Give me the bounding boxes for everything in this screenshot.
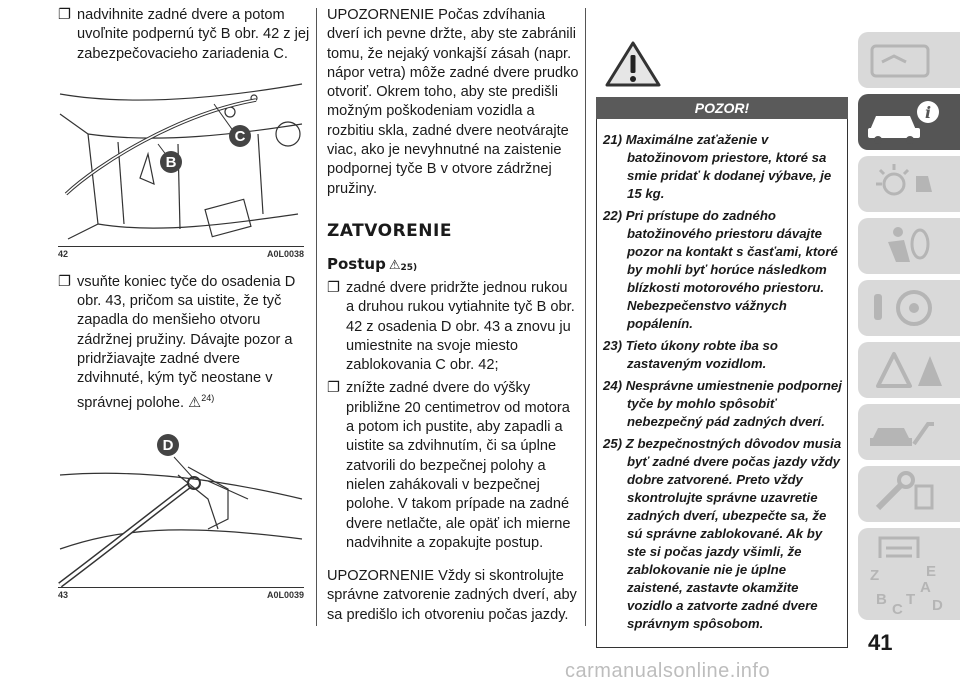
trunk-illustration <box>58 74 304 246</box>
watermark: carmanualsonline.info <box>565 660 771 682</box>
bullet-text: znížte zadné dvere do výšky približne 20 centimetrov od motora a potom ich pustite, aby zapadli a uistite sa zdvihnutím, či sa úplne zatvorili do bezpečnej polohy a nielen zahákovali v bezpečnej polohe. V takom prípade na zadné dvere netlačte, ale opäť ich mierne nadvihnite a zopakujte postup. <box>346 380 571 551</box>
warning-header: POZOR! <box>596 97 848 119</box>
bullet-insert-rod <box>58 273 310 413</box>
bullet-pull-rod <box>327 279 579 375</box>
tab-car-info[interactable] <box>858 94 960 150</box>
index-letter: Z <box>870 567 880 584</box>
index-letter: C <box>892 601 903 618</box>
tab-warning-lights[interactable] <box>858 342 960 398</box>
tab-emergency[interactable] <box>858 404 960 460</box>
warning-triangle-icon: ⚠ <box>188 394 202 411</box>
bullet-box-icon: ❐ <box>58 7 72 23</box>
key-steering-icon <box>858 280 960 336</box>
warning-light-icon <box>858 342 960 398</box>
warning-ref: 25) <box>400 262 418 273</box>
warning-note-closing: UPOZORNENIE Vždy si skontrolujte správne zatvorenie zadných dverí, aby sa predišlo ich otvoreniu počas jazdy. <box>327 568 577 623</box>
tab-lights[interactable] <box>858 156 960 212</box>
figure-42 <box>58 74 304 247</box>
heading-postup <box>327 255 579 273</box>
warning-triangle-large-icon <box>596 40 848 93</box>
tow-car-icon <box>858 404 960 460</box>
tab-index[interactable] <box>858 558 960 620</box>
figure-code: A0L0038 <box>266 248 304 259</box>
airbag-icon <box>858 218 960 274</box>
warning-item: 25) Z bezpečnostných dôvodov musia byť zadné dvere počas jazdy vždy dobre zatvorené. Preto vždy skontrolujte správne uzavretie zadných dverí, ubezpečte sa, že sú správne zablokované. Ak by ste si počas jazdy všimli, že zablokovanie nie je úplne zaistené, zastavte okamžite vozidlo a zatvorte zadné dvere správnym spôsobom. <box>603 436 842 631</box>
label-d: D <box>162 436 174 454</box>
heading-zatvorenie: ZATVORENIE <box>327 220 452 241</box>
column-divider <box>316 8 317 626</box>
index-letter: T <box>906 591 916 608</box>
bullet-box-icon: ❐ <box>327 380 341 397</box>
index-letter: E <box>926 563 937 580</box>
column-1 <box>58 0 310 600</box>
index-abc-icon <box>858 558 960 620</box>
bullet-box-icon: ❐ <box>327 279 341 296</box>
index-letter: B <box>876 591 887 608</box>
rod-mount-illustration <box>58 429 304 587</box>
heading-text: Postup <box>327 254 386 273</box>
wrench-icon <box>858 466 960 522</box>
tab-dashboard[interactable] <box>858 32 960 88</box>
tab-key-steering[interactable] <box>858 280 960 336</box>
warning-note-opening: UPOZORNENIE Počas zdvíhania dverí ich pevne držte, aby ste zabránili tomu, že nejaký vonkajší zásah (napr. nápor vetra) môže zadné dvere prudko otvoriť. Okrem toho, aby ste predišli možným poškodeniam vozidla a rozbitiu skla, zadné dvere neotvárajte viac, ako je nevyhnutné na zaistenie podpornej tyče B v otvore zádržnej pružiny. <box>327 7 579 197</box>
bullet-lower-door <box>327 379 579 553</box>
light-icon <box>858 156 960 212</box>
figure-42-caption <box>58 249 304 259</box>
svg-text:i: i <box>924 103 932 122</box>
warning-item: 23) Tieto úkony robte iba so zastaveným vozidlom. <box>603 338 778 371</box>
bullet-text: vsuňte koniec tyče do osadenia D obr. 43, pričom sa uistite, že tyč zapadla do menšieho otvoru zádržnej pružiny. Dávajte pozor a pridržiavajte zadné dvere zdvihnuté, kým tyč neostane v správnej polohe. <box>77 273 296 411</box>
figure-43 <box>58 429 304 588</box>
column-2 <box>327 0 579 625</box>
warning-triangle-icon: ⚠ <box>388 257 401 273</box>
tab-maintenance[interactable] <box>858 466 960 522</box>
figure-number: 42 <box>58 248 69 259</box>
warning-ref: 24) <box>201 392 215 403</box>
warning-box <box>596 119 848 648</box>
bullet-text: nadvihnite zadné dvere a potom uvoľnite podpernú tyč B obr. 42 z jej zabezpečovacieho zariadenia C. <box>77 7 310 62</box>
column-3 <box>596 0 848 648</box>
index-letter: D <box>932 597 943 614</box>
figure-43-caption <box>58 590 304 600</box>
figure-code: A0L0039 <box>266 589 304 600</box>
label-c: C <box>234 127 246 145</box>
warning-item: 24) Nesprávne umiestnenie podpornej tyče by mohlo spôsobiť nebezpečný pád zadných dverí. <box>603 378 842 429</box>
bullet-lift-door <box>58 6 310 64</box>
figure-number: 43 <box>58 589 69 600</box>
index-letter: A <box>920 579 931 596</box>
warning-item: 22) Pri prístupe do zadného batožinového priestoru dávajte pozor na kontakt s časťami, ktoré by mohli byť horúce následkom blízkosti motorového priestoru. Nebezpečenstvo vážnych popálenín. <box>603 208 838 331</box>
column-divider <box>585 8 586 626</box>
car-dashboard-icon <box>858 32 960 88</box>
warning-item: 21) Maximálne zaťaženie v batožinovom priestore, ktoré sa smie pridať k dodanej výbave, je 15 kg. <box>603 132 832 201</box>
bullet-text: zadné dvere pridržte jednou rukou a druhou rukou vytiahnite tyč B obr. 42 z osadenia D obr. 43 a znovu ju umiestnite na svoje miesto zablokovania C obr. 42; <box>346 279 575 374</box>
tab-airbag[interactable] <box>858 218 960 274</box>
page-number: 41 <box>868 630 893 655</box>
car-info-icon <box>858 94 960 150</box>
bullet-box-icon: ❐ <box>58 273 72 290</box>
label-b: B <box>165 153 177 171</box>
